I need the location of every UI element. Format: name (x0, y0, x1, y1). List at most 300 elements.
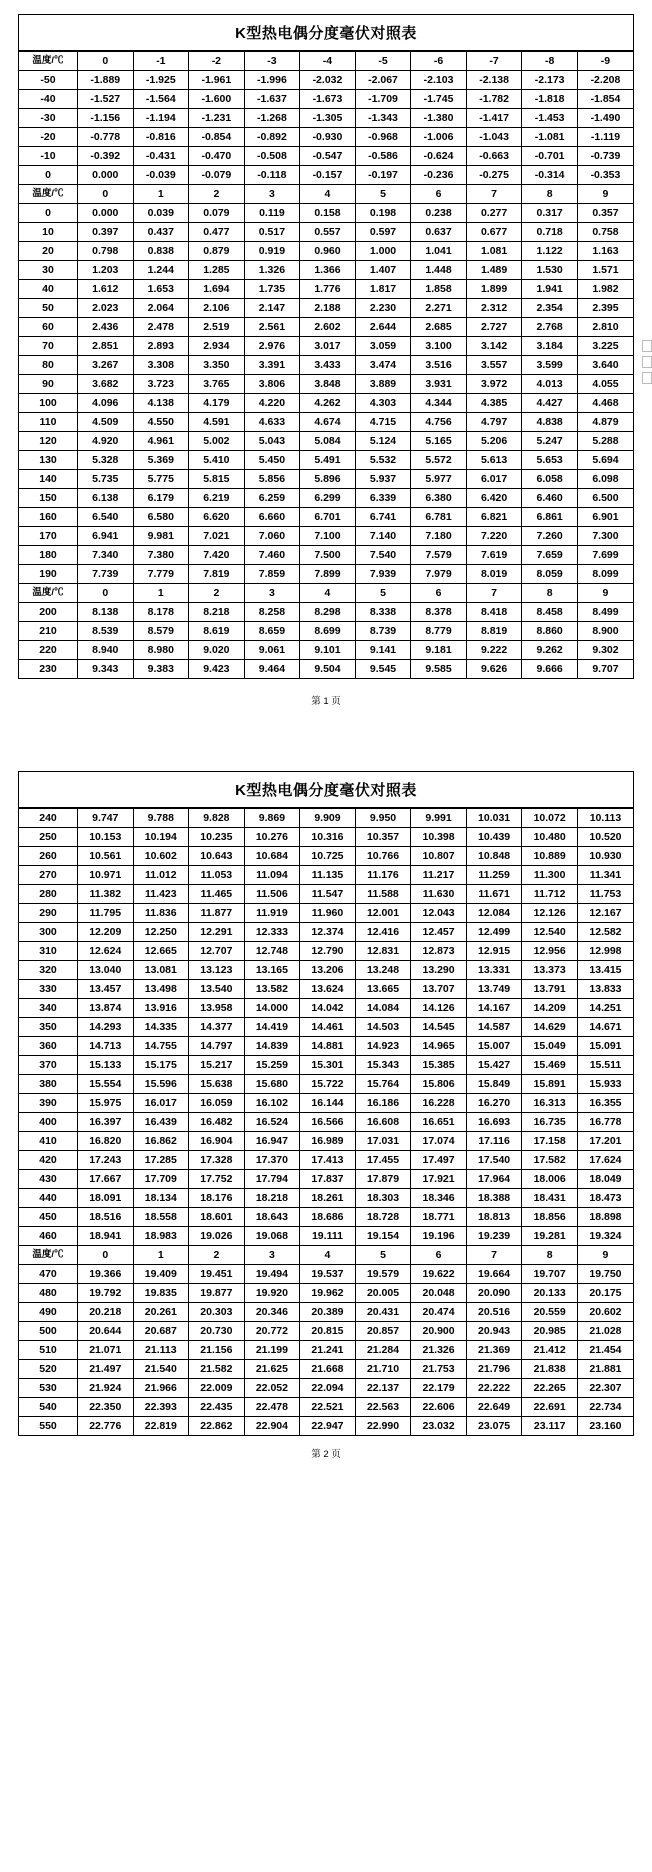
cell-millivolt: 0.277 (466, 204, 522, 223)
cell-millivolt: 1.858 (411, 280, 467, 299)
row-temperature: -40 (19, 90, 78, 109)
cell-millivolt: 21.497 (78, 1360, 134, 1379)
cell-millivolt: 10.807 (411, 847, 467, 866)
cell-millivolt: 1.571 (577, 261, 633, 280)
cell-millivolt: 6.861 (522, 508, 578, 527)
table-row (19, 1208, 633, 1227)
cell-millivolt: 8.619 (189, 622, 245, 641)
cell-millivolt: 22.393 (133, 1398, 189, 1417)
cell-millivolt: 5.084 (300, 432, 356, 451)
header-offset--2: -2 (189, 52, 245, 71)
row-temperature: 530 (19, 1379, 78, 1398)
cell-millivolt: 7.819 (189, 565, 245, 584)
cell-millivolt: -0.392 (78, 147, 134, 166)
scroll-marker-group[interactable] (642, 340, 650, 388)
cell-millivolt: -1.453 (522, 109, 578, 128)
cell-millivolt: 1.000 (355, 242, 411, 261)
cell-millivolt: 16.693 (466, 1113, 522, 1132)
row-temperature: 490 (19, 1303, 78, 1322)
page-footer-1: 第 1 页 (311, 696, 341, 707)
cell-millivolt: 21.710 (355, 1360, 411, 1379)
table-row (19, 1360, 633, 1379)
cell-millivolt: 5.410 (189, 451, 245, 470)
cell-millivolt: 17.285 (133, 1151, 189, 1170)
cell-millivolt: 12.043 (411, 904, 467, 923)
header-offset-3: 3 (244, 185, 300, 204)
cell-millivolt: 20.730 (189, 1322, 245, 1341)
cell-millivolt: -0.508 (244, 147, 300, 166)
cell-millivolt: 8.980 (133, 641, 189, 660)
cell-millivolt: -2.138 (466, 71, 522, 90)
table-row (19, 622, 633, 641)
table-row (19, 1094, 633, 1113)
cell-millivolt: 19.750 (577, 1265, 633, 1284)
row-temperature: 460 (19, 1227, 78, 1246)
cell-millivolt: 7.500 (300, 546, 356, 565)
cell-millivolt: -1.709 (355, 90, 411, 109)
cell-millivolt: 21.668 (300, 1360, 356, 1379)
cell-millivolt: 15.849 (466, 1075, 522, 1094)
cell-millivolt: 15.427 (466, 1056, 522, 1075)
cell-millivolt: 22.265 (522, 1379, 578, 1398)
cell-millivolt: 16.820 (78, 1132, 134, 1151)
page-1 (0, 0, 652, 717)
cell-millivolt: 2.478 (133, 318, 189, 337)
cell-millivolt: 17.370 (244, 1151, 300, 1170)
cell-millivolt: 15.385 (411, 1056, 467, 1075)
cell-millivolt: 13.123 (189, 961, 245, 980)
cell-millivolt: 1.776 (300, 280, 356, 299)
cell-millivolt: 2.810 (577, 318, 633, 337)
cell-millivolt: 20.474 (411, 1303, 467, 1322)
cell-millivolt: 0.397 (78, 223, 134, 242)
table-row (19, 375, 633, 394)
cell-millivolt: 9.504 (300, 660, 356, 679)
cell-millivolt: 6.901 (577, 508, 633, 527)
cell-millivolt: 9.626 (466, 660, 522, 679)
cell-millivolt: 19.579 (355, 1265, 411, 1284)
cell-millivolt: 1.530 (522, 261, 578, 280)
cell-millivolt: 12.665 (133, 942, 189, 961)
cell-millivolt: 0.879 (189, 242, 245, 261)
cell-millivolt: 8.860 (522, 622, 578, 641)
cell-millivolt: 8.539 (78, 622, 134, 641)
row-temperature: 370 (19, 1056, 78, 1075)
cell-millivolt: 3.682 (78, 375, 134, 394)
cell-millivolt: 20.985 (522, 1322, 578, 1341)
cell-millivolt: 13.540 (189, 980, 245, 999)
cell-millivolt: 3.557 (466, 356, 522, 375)
cell-millivolt: 12.956 (522, 942, 578, 961)
header-offset-2: 2 (189, 1246, 245, 1265)
cell-millivolt: 17.624 (577, 1151, 633, 1170)
cell-millivolt: 5.653 (522, 451, 578, 470)
cell-millivolt: 22.307 (577, 1379, 633, 1398)
cell-millivolt: 13.791 (522, 980, 578, 999)
cell-millivolt: 17.752 (189, 1170, 245, 1189)
cell-millivolt: -1.996 (244, 71, 300, 90)
table-row (19, 432, 633, 451)
cell-millivolt: 9.101 (300, 641, 356, 660)
cell-millivolt: 6.580 (133, 508, 189, 527)
cell-millivolt: 15.680 (244, 1075, 300, 1094)
cell-millivolt: 6.660 (244, 508, 300, 527)
cell-millivolt: 18.176 (189, 1189, 245, 1208)
cell-millivolt: 12.416 (355, 923, 411, 942)
cell-millivolt: 0.477 (189, 223, 245, 242)
cell-millivolt: -1.156 (78, 109, 134, 128)
cell-millivolt: -1.600 (189, 90, 245, 109)
cell-millivolt: 11.423 (133, 885, 189, 904)
header-offset--3: -3 (244, 52, 300, 71)
cell-millivolt: 8.659 (244, 622, 300, 641)
cell-millivolt: 2.768 (522, 318, 578, 337)
cell-millivolt: 15.007 (466, 1037, 522, 1056)
cell-millivolt: 10.398 (411, 828, 467, 847)
table-row (19, 489, 633, 508)
cell-millivolt: 12.707 (189, 942, 245, 961)
cell-millivolt: 5.613 (466, 451, 522, 470)
cell-millivolt: 15.091 (577, 1037, 633, 1056)
cell-millivolt: 14.377 (189, 1018, 245, 1037)
row-temperature: 170 (19, 527, 78, 546)
cell-millivolt: 8.819 (466, 622, 522, 641)
header-offset-7: 7 (466, 1246, 522, 1265)
cell-millivolt: 4.303 (355, 394, 411, 413)
cell-millivolt: 18.303 (355, 1189, 411, 1208)
cell-millivolt: 17.328 (189, 1151, 245, 1170)
cell-millivolt: 1.163 (577, 242, 633, 261)
cell-millivolt: 21.796 (466, 1360, 522, 1379)
cell-millivolt: 8.019 (466, 565, 522, 584)
header-temperature-label: 温度/℃ (19, 584, 78, 603)
cell-millivolt: 6.380 (411, 489, 467, 508)
cell-millivolt: 17.964 (466, 1170, 522, 1189)
cell-millivolt: 21.582 (189, 1360, 245, 1379)
cell-millivolt: 8.059 (522, 565, 578, 584)
cell-millivolt: -1.305 (300, 109, 356, 128)
table-sheet-page-1 (18, 14, 634, 679)
table-row (19, 1322, 633, 1341)
table-row (19, 565, 633, 584)
cell-millivolt: -2.173 (522, 71, 578, 90)
cell-millivolt: 22.819 (133, 1417, 189, 1436)
table-row (19, 847, 633, 866)
cell-millivolt: 9.707 (577, 660, 633, 679)
cell-millivolt: 15.301 (300, 1056, 356, 1075)
table-row (19, 280, 633, 299)
cell-millivolt: 12.167 (577, 904, 633, 923)
cell-millivolt: 22.094 (300, 1379, 356, 1398)
cell-millivolt: 2.354 (522, 299, 578, 318)
cell-millivolt: 14.042 (300, 999, 356, 1018)
table-row (19, 223, 633, 242)
row-temperature: 0 (19, 204, 78, 223)
cell-millivolt: 22.179 (411, 1379, 467, 1398)
cell-millivolt: -1.527 (78, 90, 134, 109)
cell-millivolt: 8.458 (522, 603, 578, 622)
cell-millivolt: 7.260 (522, 527, 578, 546)
cell-millivolt: 9.747 (78, 809, 134, 828)
cell-millivolt: 2.727 (466, 318, 522, 337)
cell-millivolt: 12.209 (78, 923, 134, 942)
row-temperature: 380 (19, 1075, 78, 1094)
row-temperature: 360 (19, 1037, 78, 1056)
cell-millivolt: 1.122 (522, 242, 578, 261)
cell-millivolt: 3.474 (355, 356, 411, 375)
cell-millivolt: 17.455 (355, 1151, 411, 1170)
cell-millivolt: 15.511 (577, 1056, 633, 1075)
cell-millivolt: -1.854 (577, 90, 633, 109)
cell-millivolt: 0.039 (133, 204, 189, 223)
header-offset-2: 2 (189, 584, 245, 603)
cell-millivolt: 23.032 (411, 1417, 467, 1436)
header-offset--9: -9 (577, 52, 633, 71)
cell-millivolt: 14.209 (522, 999, 578, 1018)
header-offset-5: 5 (355, 185, 411, 204)
cell-millivolt: 0.677 (466, 223, 522, 242)
cell-millivolt: 17.413 (300, 1151, 356, 1170)
cell-millivolt: 6.219 (189, 489, 245, 508)
cell-millivolt: 0.597 (355, 223, 411, 242)
cell-millivolt: 2.106 (189, 299, 245, 318)
header-offset-0: 0 (78, 52, 134, 71)
header-offset-4: 4 (300, 1246, 356, 1265)
cell-millivolt: 5.043 (244, 432, 300, 451)
cell-millivolt: 10.480 (522, 828, 578, 847)
header-offset--8: -8 (522, 52, 578, 71)
row-temperature: -10 (19, 147, 78, 166)
cell-millivolt: -1.782 (466, 90, 522, 109)
cell-millivolt: 6.299 (300, 489, 356, 508)
cell-millivolt: 10.725 (300, 847, 356, 866)
cell-millivolt: 10.766 (355, 847, 411, 866)
cell-millivolt: 16.313 (522, 1094, 578, 1113)
cell-millivolt: 6.540 (78, 508, 134, 527)
cell-millivolt: 20.687 (133, 1322, 189, 1341)
cell-millivolt: 9.545 (355, 660, 411, 679)
cell-millivolt: 3.100 (411, 337, 467, 356)
cell-millivolt: 22.137 (355, 1379, 411, 1398)
cell-millivolt: 0.960 (300, 242, 356, 261)
header-offset-4: 4 (300, 584, 356, 603)
row-temperature: 280 (19, 885, 78, 904)
cell-millivolt: 10.357 (355, 828, 411, 847)
table-row (19, 1417, 633, 1436)
table-row (19, 109, 633, 128)
cell-millivolt: 3.640 (577, 356, 633, 375)
cell-millivolt: 8.178 (133, 603, 189, 622)
header-temperature-label: 温度/℃ (19, 1246, 78, 1265)
cell-millivolt: 11.300 (522, 866, 578, 885)
cell-millivolt: 9.788 (133, 809, 189, 828)
cell-millivolt: -0.039 (133, 166, 189, 185)
row-temperature: 200 (19, 603, 78, 622)
cell-millivolt: -0.930 (300, 128, 356, 147)
table-sheet-page-2 (18, 771, 634, 1436)
cell-millivolt: 3.433 (300, 356, 356, 375)
cell-millivolt: 8.378 (411, 603, 467, 622)
cell-millivolt: -1.961 (189, 71, 245, 90)
cell-millivolt: 9.991 (411, 809, 467, 828)
cell-millivolt: 22.478 (244, 1398, 300, 1417)
cell-millivolt: 22.691 (522, 1398, 578, 1417)
row-temperature: 190 (19, 565, 78, 584)
cell-millivolt: 16.439 (133, 1113, 189, 1132)
scroll-marker[interactable] (642, 356, 652, 368)
cell-millivolt: 7.460 (244, 546, 300, 565)
cell-millivolt: 4.262 (300, 394, 356, 413)
cell-millivolt: 4.756 (411, 413, 467, 432)
cell-millivolt: 3.931 (411, 375, 467, 394)
cell-millivolt: 16.989 (300, 1132, 356, 1151)
cell-millivolt: -1.925 (133, 71, 189, 90)
cell-millivolt: 16.862 (133, 1132, 189, 1151)
cell-millivolt: 17.879 (355, 1170, 411, 1189)
cell-millivolt: 16.482 (189, 1113, 245, 1132)
cell-millivolt: 2.934 (189, 337, 245, 356)
cell-millivolt: 7.220 (466, 527, 522, 546)
cell-millivolt: 10.153 (78, 828, 134, 847)
cell-millivolt: 12.915 (466, 942, 522, 961)
cell-millivolt: 8.739 (355, 622, 411, 641)
cell-millivolt: 8.338 (355, 603, 411, 622)
cell-millivolt: 7.180 (411, 527, 467, 546)
cell-millivolt: 3.391 (244, 356, 300, 375)
cell-millivolt: 1.735 (244, 280, 300, 299)
cell-millivolt: 11.259 (466, 866, 522, 885)
cell-millivolt: -1.081 (522, 128, 578, 147)
cell-millivolt: 16.947 (244, 1132, 300, 1151)
cell-millivolt: 13.040 (78, 961, 134, 980)
scroll-marker[interactable] (642, 340, 652, 352)
cell-millivolt: 5.165 (411, 432, 467, 451)
cell-millivolt: 15.175 (133, 1056, 189, 1075)
cell-millivolt: 4.179 (189, 394, 245, 413)
table-header-row (19, 1246, 633, 1265)
cell-millivolt: 10.643 (189, 847, 245, 866)
cell-millivolt: 7.739 (78, 565, 134, 584)
cell-millivolt: 0.158 (300, 204, 356, 223)
table-row (19, 1379, 633, 1398)
cell-millivolt: -1.119 (577, 128, 633, 147)
cell-millivolt: 19.196 (411, 1227, 467, 1246)
cell-millivolt: 5.124 (355, 432, 411, 451)
table-row (19, 942, 633, 961)
cell-millivolt: 10.072 (522, 809, 578, 828)
cell-millivolt: 6.500 (577, 489, 633, 508)
cell-millivolt: 13.165 (244, 961, 300, 980)
cell-millivolt: 17.116 (466, 1132, 522, 1151)
scroll-marker[interactable] (642, 372, 652, 384)
row-temperature: 180 (19, 546, 78, 565)
cell-millivolt: 18.686 (300, 1208, 356, 1227)
header-offset--7: -7 (466, 52, 522, 71)
cell-millivolt: 9.181 (411, 641, 467, 660)
cell-millivolt: 16.904 (189, 1132, 245, 1151)
cell-millivolt: 12.582 (577, 923, 633, 942)
cell-millivolt: 19.707 (522, 1265, 578, 1284)
cell-millivolt: 1.448 (411, 261, 467, 280)
cell-millivolt: 0.119 (244, 204, 300, 223)
cell-millivolt: 7.300 (577, 527, 633, 546)
cell-millivolt: 9.869 (244, 809, 300, 828)
table-row (19, 1189, 633, 1208)
cell-millivolt: 18.431 (522, 1189, 578, 1208)
cell-millivolt: 4.344 (411, 394, 467, 413)
table-row (19, 413, 633, 432)
page-title: K型热电偶分度毫伏对照表 (19, 772, 633, 808)
cell-millivolt: 15.259 (244, 1056, 300, 1075)
cell-millivolt: 1.817 (355, 280, 411, 299)
cell-millivolt: -0.079 (189, 166, 245, 185)
row-temperature: 420 (19, 1151, 78, 1170)
cell-millivolt: 11.053 (189, 866, 245, 885)
cell-millivolt: 23.075 (466, 1417, 522, 1436)
cell-millivolt: 12.126 (522, 904, 578, 923)
row-temperature: 230 (19, 660, 78, 679)
cell-millivolt: 2.976 (244, 337, 300, 356)
cell-millivolt: 7.979 (411, 565, 467, 584)
cell-millivolt: 2.851 (78, 337, 134, 356)
cell-millivolt: 22.350 (78, 1398, 134, 1417)
cell-millivolt: 15.596 (133, 1075, 189, 1094)
cell-millivolt: 0.557 (300, 223, 356, 242)
table-row (19, 1037, 633, 1056)
cell-millivolt: 14.335 (133, 1018, 189, 1037)
cell-millivolt: 12.084 (466, 904, 522, 923)
cell-millivolt: 19.154 (355, 1227, 411, 1246)
cell-millivolt: 14.713 (78, 1037, 134, 1056)
cell-millivolt: 9.141 (355, 641, 411, 660)
cell-millivolt: 22.222 (466, 1379, 522, 1398)
row-temperature: 260 (19, 847, 78, 866)
cell-millivolt: 14.797 (189, 1037, 245, 1056)
table-row (19, 1056, 633, 1075)
row-temperature: 410 (19, 1132, 78, 1151)
cell-millivolt: 13.498 (133, 980, 189, 999)
cell-millivolt: 7.939 (355, 565, 411, 584)
cell-millivolt: 10.971 (78, 866, 134, 885)
cell-millivolt: 6.741 (355, 508, 411, 527)
cell-millivolt: -1.417 (466, 109, 522, 128)
cell-millivolt: 19.877 (189, 1284, 245, 1303)
cell-millivolt: 4.838 (522, 413, 578, 432)
row-temperature: 60 (19, 318, 78, 337)
cell-millivolt: 10.439 (466, 828, 522, 847)
row-temperature: 30 (19, 261, 78, 280)
cell-millivolt: 2.561 (244, 318, 300, 337)
cell-millivolt: 21.924 (78, 1379, 134, 1398)
cell-millivolt: 19.451 (189, 1265, 245, 1284)
cell-millivolt: 20.900 (411, 1322, 467, 1341)
row-temperature: 440 (19, 1189, 78, 1208)
cell-millivolt: 1.899 (466, 280, 522, 299)
table-row (19, 527, 633, 546)
cell-millivolt: 2.147 (244, 299, 300, 318)
cell-millivolt: 3.848 (300, 375, 356, 394)
cell-millivolt: 19.792 (78, 1284, 134, 1303)
cell-millivolt: 13.874 (78, 999, 134, 1018)
cell-millivolt: 3.350 (189, 356, 245, 375)
row-temperature: 250 (19, 828, 78, 847)
cell-millivolt: 11.382 (78, 885, 134, 904)
cell-millivolt: 13.582 (244, 980, 300, 999)
row-temperature: 270 (19, 866, 78, 885)
cell-millivolt: 9.909 (300, 809, 356, 828)
cell-millivolt: 3.889 (355, 375, 411, 394)
cell-millivolt: 12.499 (466, 923, 522, 942)
